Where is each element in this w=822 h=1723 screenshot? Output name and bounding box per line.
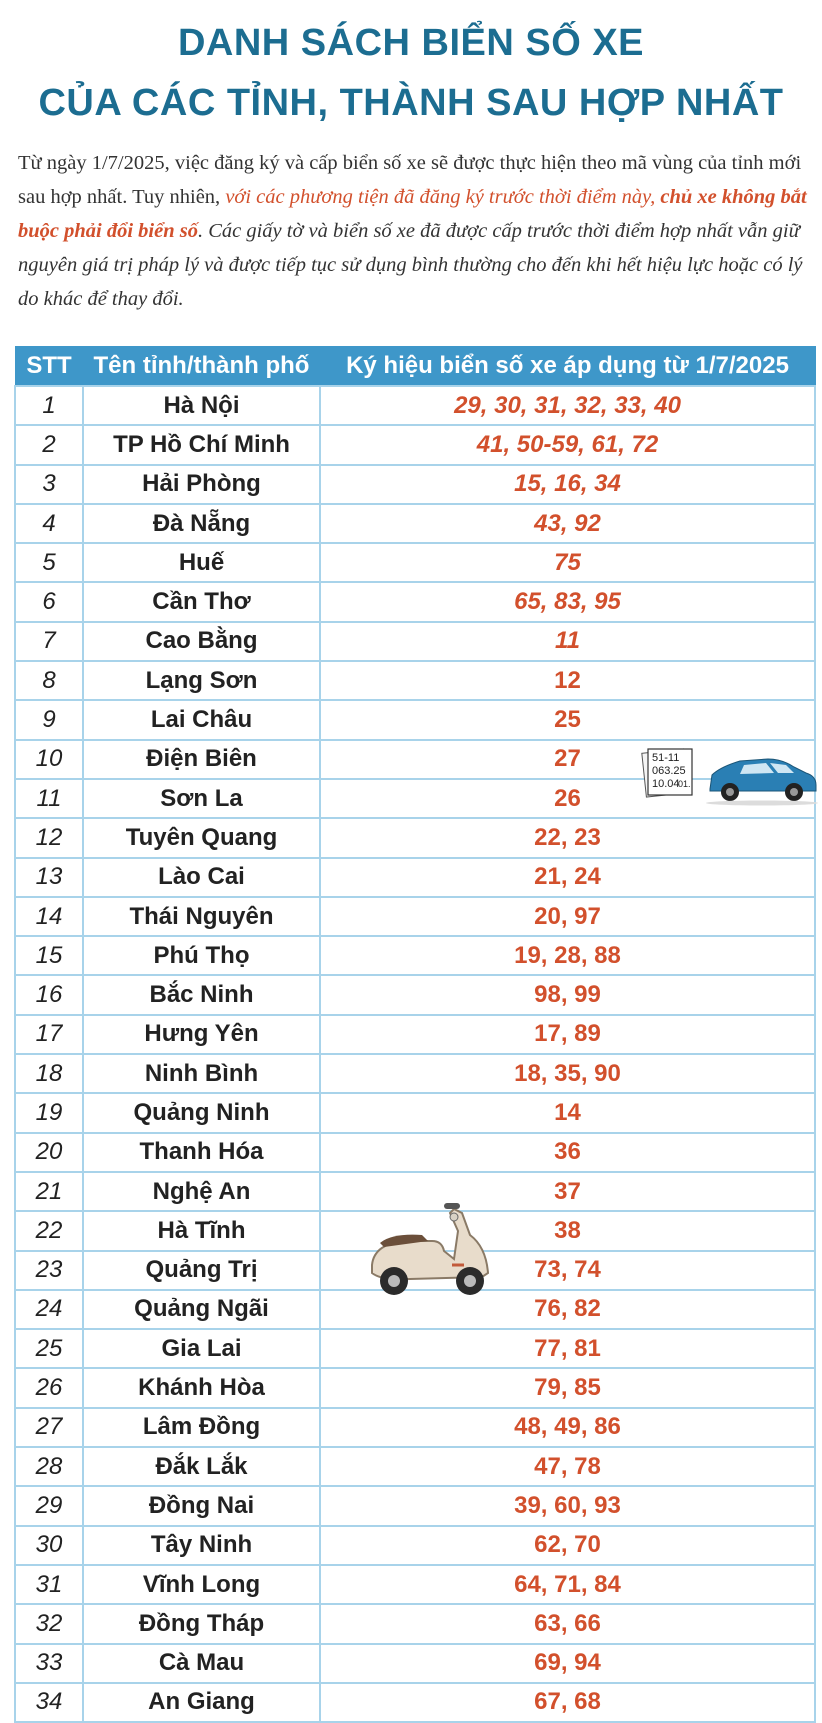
row-province: Vĩnh Long: [83, 1565, 320, 1604]
row-plate-codes: 98, 99: [320, 975, 815, 1014]
row-plate-codes: 65, 83, 95: [320, 582, 815, 621]
row-province: Huế: [83, 543, 320, 582]
table-row: [15, 465, 815, 504]
plate-line-3: 10.04: [652, 778, 680, 790]
row-stt: 21: [15, 1172, 83, 1211]
row-plate-codes: 15, 16, 34: [320, 465, 815, 504]
table-row: [15, 661, 815, 700]
row-province: Thanh Hóa: [83, 1133, 320, 1172]
row-province: Hà Nội: [83, 386, 320, 425]
row-province: Hà Tĩnh: [83, 1211, 320, 1250]
table-row: [15, 1644, 815, 1683]
row-stt: 5: [15, 543, 83, 582]
row-province: Quảng Trị: [83, 1251, 320, 1290]
row-plate-codes: 47, 78: [320, 1447, 815, 1486]
row-plate-codes: 18, 35, 90: [320, 1054, 815, 1093]
table-row: [15, 582, 815, 621]
row-stt: 11: [15, 779, 83, 818]
table-row: [15, 1486, 815, 1525]
row-province: Lâm Đồng: [83, 1408, 320, 1447]
row-plate-codes: 29, 30, 31, 32, 33, 40: [320, 386, 815, 425]
table-row: [15, 1408, 815, 1447]
row-stt: 16: [15, 975, 83, 1014]
row-plate-codes: 37: [320, 1172, 815, 1211]
table-row: [15, 897, 815, 936]
row-plate-codes: 48, 49, 86: [320, 1408, 815, 1447]
table-row: [15, 386, 815, 425]
row-stt: 3: [15, 465, 83, 504]
table-row: [15, 858, 815, 897]
row-plate-codes: 19, 28, 88: [320, 936, 815, 975]
row-stt: 13: [15, 858, 83, 897]
row-plate-codes: 76, 82: [320, 1290, 815, 1329]
row-stt: 22: [15, 1211, 83, 1250]
row-plate-codes: 39, 60, 93: [320, 1486, 815, 1525]
table-row: [15, 543, 815, 582]
intro-paragraph: [18, 146, 810, 316]
table-header-row: [15, 347, 815, 387]
row-plate-codes: 25: [320, 700, 815, 739]
row-stt: 26: [15, 1368, 83, 1407]
row-stt: 15: [15, 936, 83, 975]
row-stt: 27: [15, 1408, 83, 1447]
row-stt: 6: [15, 582, 83, 621]
row-province: Phú Thọ: [83, 936, 320, 975]
row-stt: 19: [15, 1093, 83, 1132]
row-province: Sơn La: [83, 779, 320, 818]
table-row: [15, 1526, 815, 1565]
row-plate-codes: 17, 89: [320, 1015, 815, 1054]
table-row: [15, 1368, 815, 1407]
row-plate-codes: 21, 24: [320, 858, 815, 897]
row-province: Ninh Bình: [83, 1054, 320, 1093]
row-stt: 8: [15, 661, 83, 700]
row-stt: 14: [15, 897, 83, 936]
license-plate-icon: [642, 749, 692, 797]
row-stt: 20: [15, 1133, 83, 1172]
row-province: Điện Biên: [83, 740, 320, 779]
row-province: Đồng Nai: [83, 1486, 320, 1525]
intro-text-1: Từ ngày 1/7/2025, việc đăng ký và cấp biển số xe sẽ được thực hiện theo mã vùng của tỉnh mới sau hợp nhất. Tuy nhiên,: [18, 152, 802, 208]
row-stt: 2: [15, 425, 83, 464]
license-plate-table: [14, 346, 816, 1723]
row-province: Hưng Yên: [83, 1015, 320, 1054]
row-plate-codes: 62, 70: [320, 1526, 815, 1565]
row-province: Quảng Ngãi: [83, 1290, 320, 1329]
table-row: [15, 1054, 815, 1093]
page-title-line-2: CỦA CÁC TỈNH, THÀNH SAU HỢP NHẤT: [38, 82, 784, 124]
header-province: Tên tỉnh/thành phố: [83, 347, 320, 387]
row-stt: 28: [15, 1447, 83, 1486]
table-row: [15, 1015, 815, 1054]
row-province: Lào Cai: [83, 858, 320, 897]
header-stt: STT: [15, 347, 83, 387]
row-stt: 18: [15, 1054, 83, 1093]
row-plate-codes: 75: [320, 543, 815, 582]
row-province: TP Hồ Chí Minh: [83, 425, 320, 464]
row-plate-codes: 20, 97: [320, 897, 815, 936]
row-plate-codes: 27: [320, 740, 815, 779]
row-stt: 23: [15, 1251, 83, 1290]
row-plate-codes: 67, 68: [320, 1683, 815, 1722]
row-province: Đồng Tháp: [83, 1604, 320, 1643]
row-province: Bắc Ninh: [83, 975, 320, 1014]
row-plate-codes: 11: [320, 622, 815, 661]
row-stt: 32: [15, 1604, 83, 1643]
row-stt: 30: [15, 1526, 83, 1565]
row-province: Tuyên Quang: [83, 818, 320, 857]
page-title-line-1: DANH SÁCH BIỂN SỐ XE: [177, 22, 645, 64]
row-plate-codes: 77, 81: [320, 1329, 815, 1368]
table-row: [15, 1565, 815, 1604]
table-row: [15, 1133, 815, 1172]
row-stt: 4: [15, 504, 83, 543]
row-stt: 29: [15, 1486, 83, 1525]
row-province: Khánh Hòa: [83, 1368, 320, 1407]
row-province: Lạng Sơn: [83, 661, 320, 700]
table-row: [15, 818, 815, 857]
table-row: [15, 700, 815, 739]
row-stt: 9: [15, 700, 83, 739]
row-province: Nghệ An: [83, 1172, 320, 1211]
row-plate-codes: 73, 74: [320, 1251, 815, 1290]
row-province: An Giang: [83, 1683, 320, 1722]
table-row: [15, 504, 815, 543]
row-plate-codes: 38: [320, 1211, 815, 1250]
intro-text-2: . Các giấy tờ và biển số xe đã được cấp trước thời điểm hợp nhất vẫn giữ nguyên giá trị pháp lý và được tiếp tục sử dụng bình thường cho đến khi hết hiệu lực hoặc có lý do khác để thay đổi.: [18, 220, 803, 310]
row-plate-codes: 26: [320, 779, 815, 818]
row-stt: 7: [15, 622, 83, 661]
row-stt: 33: [15, 1644, 83, 1683]
row-province: Lai Châu: [83, 700, 320, 739]
table-row: [15, 936, 815, 975]
row-stt: 31: [15, 1565, 83, 1604]
row-stt: 34: [15, 1683, 83, 1722]
row-province: Tây Ninh: [83, 1526, 320, 1565]
row-province: Cà Mau: [83, 1644, 320, 1683]
scooter-icon: [362, 1195, 497, 1307]
row-stt: 25: [15, 1329, 83, 1368]
table-row: [15, 1683, 815, 1722]
table-row: [15, 1093, 815, 1132]
row-province: Đắk Lắk: [83, 1447, 320, 1486]
header-plate-codes: Ký hiệu biển số xe áp dụng từ 1/7/2025: [320, 347, 815, 387]
row-stt: 1: [15, 386, 83, 425]
table-row: [15, 1604, 815, 1643]
row-plate-codes: 12: [320, 661, 815, 700]
table-row: [15, 1447, 815, 1486]
row-province: Thái Nguyên: [83, 897, 320, 936]
row-plate-codes: 64, 71, 84: [320, 1565, 815, 1604]
table-row: [15, 425, 815, 464]
row-plate-codes: 43, 92: [320, 504, 815, 543]
row-province: Đà Nẵng: [83, 504, 320, 543]
table-row: [15, 1329, 815, 1368]
table-row: [15, 622, 815, 661]
row-plate-codes: 36: [320, 1133, 815, 1172]
row-province: Gia Lai: [83, 1329, 320, 1368]
row-plate-codes: 69, 94: [320, 1644, 815, 1683]
row-stt: 12: [15, 818, 83, 857]
row-stt: 17: [15, 1015, 83, 1054]
row-province: Quảng Ninh: [83, 1093, 320, 1132]
car-icon: [640, 745, 820, 807]
row-plate-codes: 79, 85: [320, 1368, 815, 1407]
row-plate-codes: 14: [320, 1093, 815, 1132]
row-province: Cần Thơ: [83, 582, 320, 621]
plate-line-4: 01.: [678, 779, 691, 789]
row-province: Cao Bằng: [83, 622, 320, 661]
row-stt: 24: [15, 1290, 83, 1329]
row-province: Hải Phòng: [83, 465, 320, 504]
plate-line-2: 063.25: [652, 765, 686, 777]
plate-line-1: 51-11: [652, 752, 680, 764]
row-plate-codes: 63, 66: [320, 1604, 815, 1643]
intro-highlight-2: chủ xe không bắt buộc phải đổi biển số: [18, 186, 807, 242]
table-row: [15, 975, 815, 1014]
intro-highlight-1: với các phương tiện đã đăng ký trước thời điểm này,: [225, 186, 656, 208]
row-plate-codes: 41, 50-59, 61, 72: [320, 425, 815, 464]
row-stt: 10: [15, 740, 83, 779]
row-plate-codes: 22, 23: [320, 818, 815, 857]
